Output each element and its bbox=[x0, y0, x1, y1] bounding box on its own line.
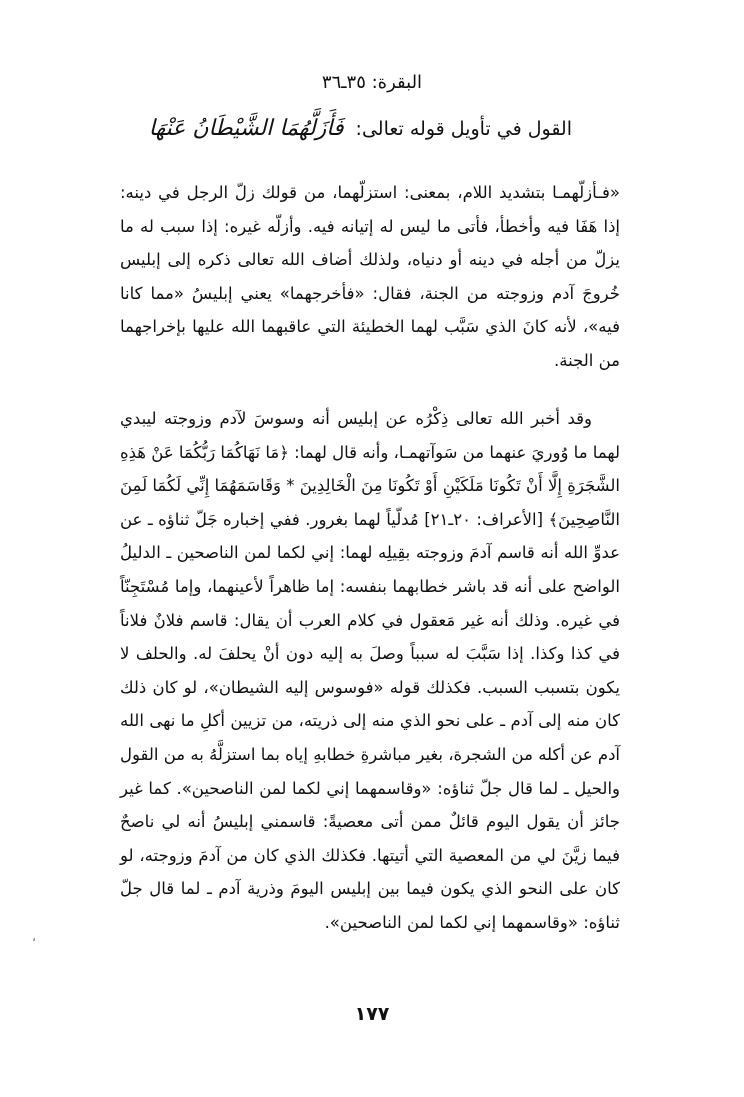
page-number: ١٧٧ bbox=[354, 1003, 390, 1025]
paragraph-2-text: وقد أخبر الله تعالى ذِكْرُه عن إبليس أنه وسوسَ لآدم وزوجته ليبدي لهما ما وُوريَ عنهما من سَوآتهمـا، وأنه قال لهما: ﴿مَا نَهَاكُمَا رَبُّكُمَا عَنْ هَذِهِ الشَّجَرَةِ إِلَّا أَنْ تَكُونَا مَلَكَيْنِ أَوْ تَكُونَا مِنَ الْخَالِدِينَ * وَقَاسَمَهُمَا إِنِّي لَكُمَا لَمِنَ النَّاصِحِينَ﴾ [الأعراف: ٢٠ـ٢١] مُدلّياً لهما بغرور. ففي إخباره جَلّ ثناؤه ـ عن عدوِّ الله أنه قاسم آدمَ وزوجته بقِيلِه لهما: إني لكما لمن الناصحين ـ الدليلُ الواضح على أنه قد باشر خطابهما بنفسه: إما ظاهراً لأعينهما، وإما مُسْتَجِنّاً في غيره. وذلك أنه غير مَعقول في كلام العرب أن يقال: قاسم فلانٌ فلاناً في كذا وكذا. إذا سَبَّبَ له سبباً وصلَ به إليه دون أنْ يحلفَ له. والحلف لا يكون بتسبب السبب. فكذلك قوله «فوسوس إليه الشيطان»، لو كان ذلك كان منه إلى آدم ـ على نحو الذي منه إلى ذريته، من تزيين أكلِ ما نهى الله آدم عن أكله من الشجرة، بغير مباشرةِ خطابهِ إياه بما استزلَّهُ به من القول والحيل ـ لما قال جلّ ثناؤه: «وقاسمهما إني لكما لمن الناصحين». كما غير جائز أن يقول اليوم قائلٌ ممن أتى معصيةً: قاسمني إبليسُ أنه لي ناصحٌ فيما زيَّنَ لي من المعصية التي أتيتها. فكذلك الذي كان من آدمَ وزوجته، لو كان على النحو الذي يكون فيما بين إبليس اليومَ وذرية آدم ـ لما قال جلّ ثناؤه: «وقاسمهما إني لكما لمن الناصحين». bbox=[120, 409, 620, 932]
paragraph-1-text: «فـأزلّهمـا بتشديد اللام، بمعنى: استزلّهما، من قولك زلّ الرجل في دينه: إذا هَفَا فيه وأخطأ، فأتى ما ليس له إتيانه فيه. وأزلّه غيره: إذا سبب له ما يزلّ من أجله في دينه أو دنياه، ولذلك أضاف الله تعالى ذكره إلى إبليس خُروجَ آدم وزوجته من الجنة، فقال: «فأخرجهما» يعني إبليسُ «مما كانا فيه»، لأنه كانَ الذي سَبَّب لهما الخطيئة التي عاقبهما الله عليها بإخراجهما من الجنة. bbox=[120, 183, 620, 370]
heading-prefix: القول في تأويل قوله تعالى: bbox=[355, 118, 572, 140]
heading-verse: فَأَزَلَّهُمَا الشَّيْطَانُ عَنْهَا bbox=[148, 116, 344, 141]
paragraph-1 bbox=[120, 176, 620, 378]
running-head: البقرة: ٣٥ـ٣٦ bbox=[321, 72, 423, 93]
paragraph-2 bbox=[120, 402, 620, 940]
section-heading bbox=[142, 112, 572, 146]
margin-mark: ، bbox=[32, 930, 36, 944]
